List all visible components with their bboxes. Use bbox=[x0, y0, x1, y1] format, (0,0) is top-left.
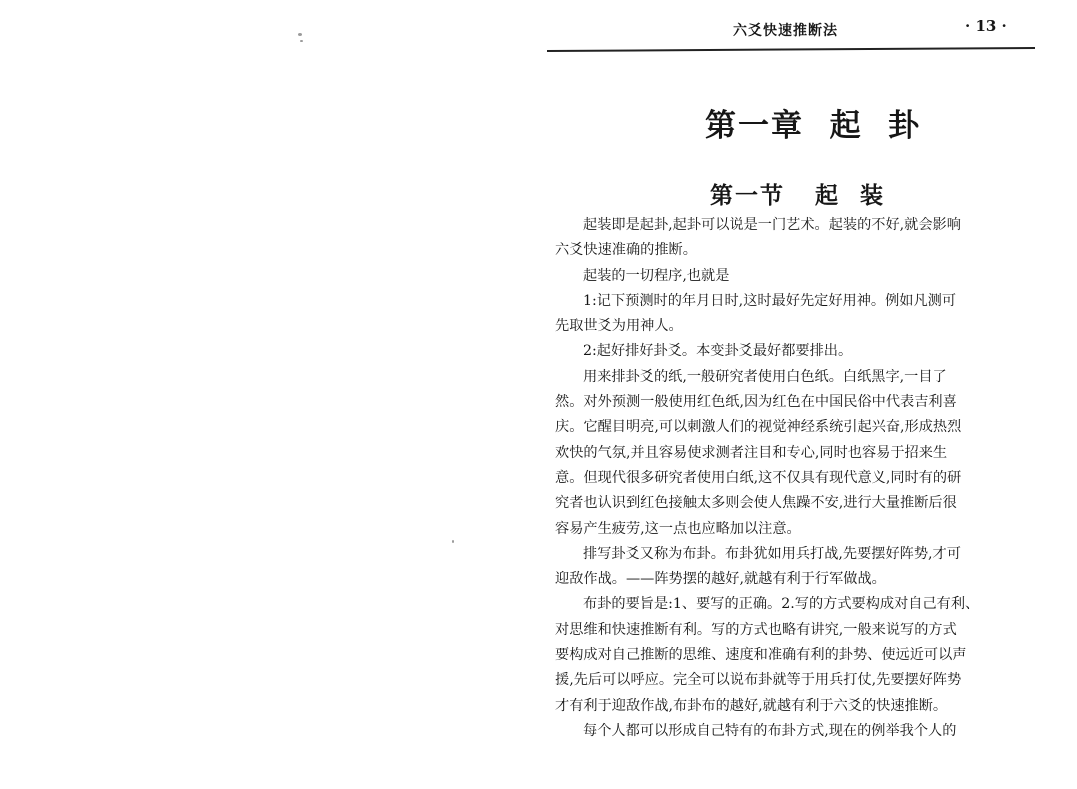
text-line: 迎敌作战。——阵势摆的越好,就越有利于行军做战。 bbox=[555, 571, 886, 588]
text-line: 欢快的气氛,并且容易使求测者注目和专心,同时也容易于招来生 bbox=[555, 444, 948, 461]
right-page bbox=[545, 0, 1045, 789]
body-text bbox=[555, 213, 1047, 744]
running-header bbox=[545, 14, 1035, 40]
text-line: 起装即是起卦,起卦可以说是一门艺术。起装的不好,就会影响 bbox=[583, 217, 961, 233]
text-line: 意。但现代很多研究者使用白纸,这不仅具有现代意义,同时有的研 bbox=[555, 469, 962, 486]
running-title: 六爻快速推断法 bbox=[733, 23, 838, 39]
text-line: 排写卦爻又称为布卦。布卦犹如用兵打战,先要摆好阵势,才可 bbox=[583, 545, 961, 562]
text-line: 用来排卦爻的纸,一般研究者使用白色纸。白纸黑字,一目了 bbox=[583, 368, 947, 385]
section-title: 第一节 起 装 bbox=[710, 182, 886, 209]
header-rule bbox=[547, 47, 1035, 52]
scan-speck bbox=[298, 33, 302, 36]
text-line: 1:记下预测时的年月日时,这时最好先定好用神。例如凡测可 bbox=[583, 292, 957, 309]
page-number: · 13 · bbox=[965, 17, 1007, 35]
scan-speck bbox=[300, 40, 303, 42]
text-line: 每个人都可以形成自己特有的布卦方式,现在的例举我个人的 bbox=[583, 722, 957, 739]
text-line: 要构成对自己推断的思维、速度和准确有利的卦势、使远近可以声 bbox=[555, 647, 967, 664]
text-line: 援,先后可以呼应。完全可以说布卦就等于用兵打仗,先要摆好阵势 bbox=[555, 672, 962, 689]
scan-speck bbox=[452, 540, 454, 543]
text-line: 庆。它醒目明亮,可以刺激人们的视觉神经系统引起兴奋,形成热烈 bbox=[555, 419, 962, 436]
chapter-title: 第一章 起 卦 bbox=[705, 108, 922, 144]
text-line: 究者也认识到红色接触太多则会使人焦躁不安,进行大量推断后很 bbox=[555, 495, 957, 512]
text-line: 六爻快速准确的推断。 bbox=[555, 242, 697, 259]
text-line: 2:起好排好卦爻。本变卦爻最好都要排出。 bbox=[583, 343, 853, 360]
text-line: 起装的一切程序,也就是 bbox=[583, 267, 730, 284]
text-line: 对思维和快速推断有利。写的方式也略有讲究,一般来说写的方式 bbox=[555, 621, 957, 638]
text-line: 然。对外预测一般使用红色纸,因为红色在中国民俗中代表吉利喜 bbox=[555, 394, 957, 411]
text-line: 容易产生疲劳,这一点也应略加以注意。 bbox=[555, 520, 801, 537]
text-line: 才有利于迎敌作战,布卦布的越好,就越有利于六爻的快速推断。 bbox=[555, 697, 948, 714]
text-line: 先取世爻为用神人。 bbox=[555, 318, 683, 335]
text-line: 布卦的要旨是:1、要写的正确。2.写的方式要构成对自己有利、 bbox=[583, 596, 980, 613]
